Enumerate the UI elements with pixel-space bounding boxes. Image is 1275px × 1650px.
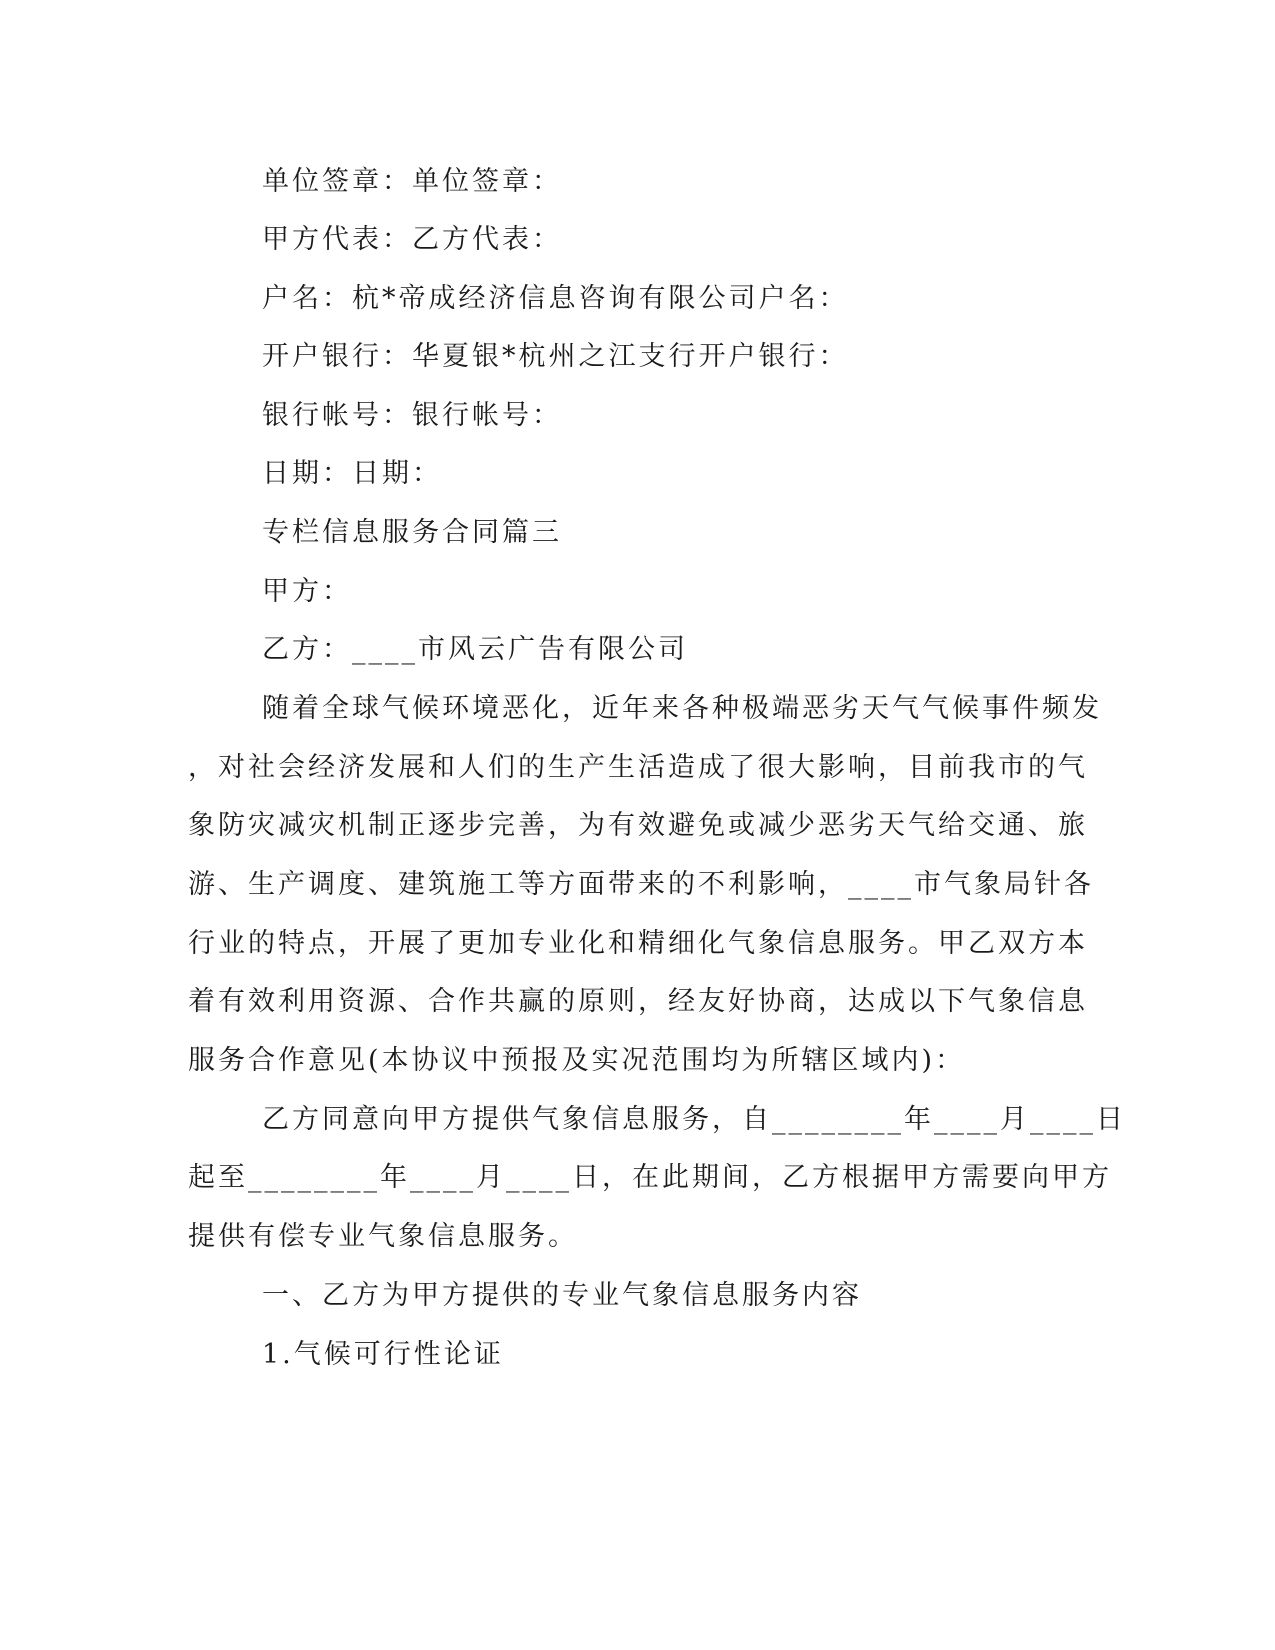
- party-a-line: 甲方：: [262, 576, 352, 607]
- paragraph-line: 行业的特点，开展了更加专业化和精细化气象信息服务。甲乙双方本: [188, 928, 1088, 959]
- signature-seal-line: 单位签章：单位签章：: [262, 166, 562, 197]
- paragraph-line: 提供有偿专业气象信息服务。: [188, 1221, 578, 1252]
- paragraph-line: 乙方同意向甲方提供气象信息服务，自________年____月____日: [262, 1104, 1126, 1135]
- paragraph-line: 着有效利用资源、合作共赢的原则，经友好协商，达成以下气象信息: [188, 986, 1088, 1017]
- bank-line: 开户银行：华夏银*杭州之江支行开户银行：: [262, 341, 849, 372]
- subsection-heading: 1.气候可行性论证: [262, 1339, 504, 1370]
- paragraph-line: 服务合作意见(本协议中预报及实况范围均为所辖区域内)：: [188, 1045, 966, 1076]
- section-heading: 一、乙方为甲方提供的专业气象信息服务内容: [262, 1280, 862, 1311]
- party-b-line: 乙方：____市风云广告有限公司: [262, 634, 688, 665]
- section-title: 专栏信息服务合同篇三: [262, 517, 562, 548]
- paragraph-line: 象防灾减灾机制正逐步完善，为有效避免或减少恶劣天气给交通、旅: [188, 810, 1088, 841]
- representative-line: 甲方代表：乙方代表：: [262, 224, 562, 255]
- paragraph-line: 游、生产调度、建筑施工等方面带来的不利影响，____市气象局针各: [188, 869, 1094, 900]
- paragraph-line: 随着全球气候环境恶化，近年来各种极端恶劣天气气候事件频发: [262, 693, 1102, 724]
- account-name-line: 户名：杭*帝成经济信息咨询有限公司户名：: [262, 283, 849, 314]
- bank-account-line: 银行帐号：银行帐号：: [262, 400, 562, 431]
- paragraph-line: 起至________年____月____日，在此期间，乙方根据甲方需要向甲方: [188, 1162, 1112, 1193]
- date-line: 日期：日期：: [262, 458, 442, 489]
- paragraph-line: ，对社会经济发展和人们的生产生活造成了很大影响，目前我市的气: [188, 752, 1088, 783]
